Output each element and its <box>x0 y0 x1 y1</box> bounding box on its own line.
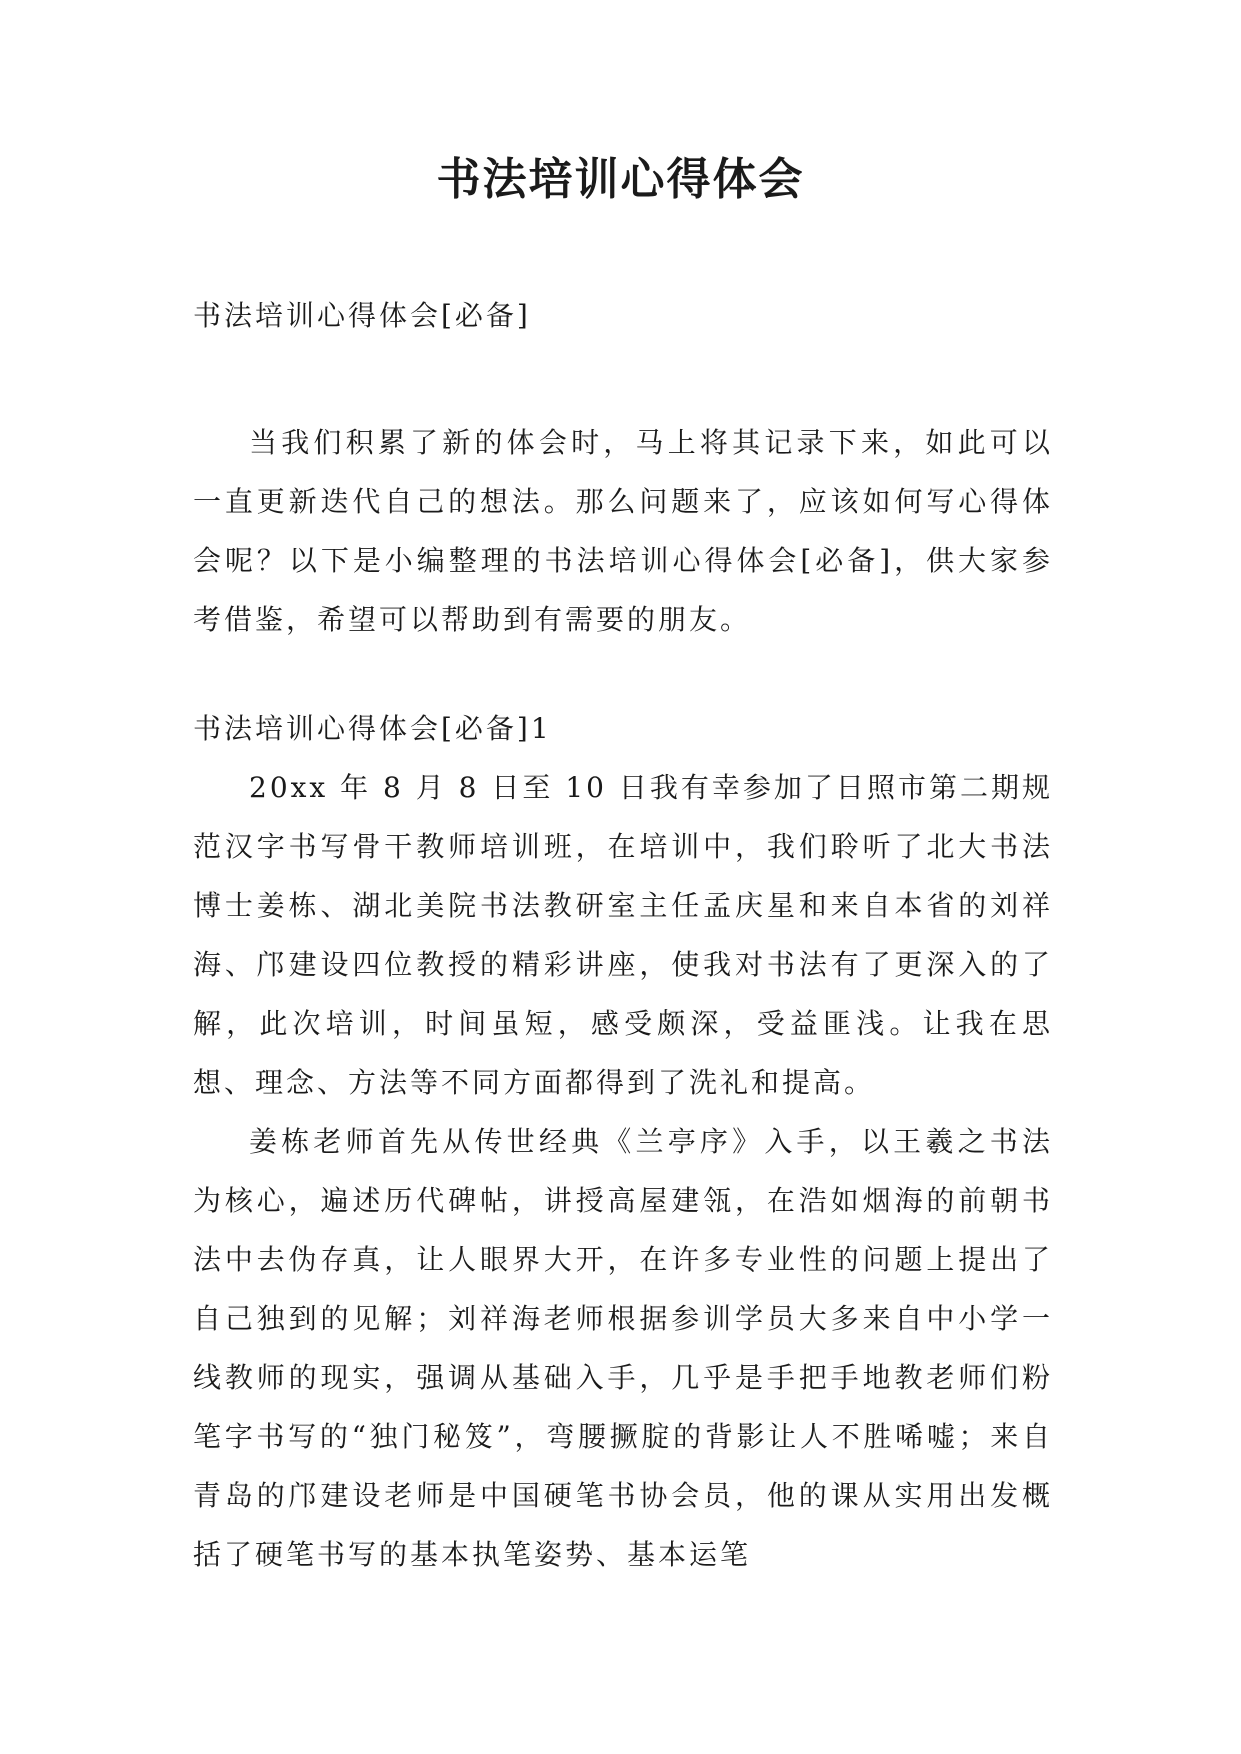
spacer <box>193 649 1053 699</box>
section-heading: 书法培训心得体会[必备]1 <box>193 712 552 745</box>
spacer <box>193 345 1053 413</box>
document-subtitle: 书法培训心得体会[必备] <box>193 299 531 332</box>
body-paragraph: 20xx 年 8 月 8 日至 10 日我有幸参加了日照市第二期规范汉字书写骨干教师培训班，在培训中，我们聆听了北大书法博士姜栋、湖北美院书法教研室主任孟庆星和来自本省的刘祥海、邝建设四位教授的精彩讲座，使我对书法有了更深入的了解，此次培训，时间虽短，感受颇深，受益匪浅。让我在思想、理念、方法等不同方面都得到了洗礼和提高。 <box>193 771 1053 1099</box>
body-paragraph: 姜栋老师首先从传世经典《兰亭序》入手，以王羲之书法为核心，遍述历代碑帖，讲授高屋建瓴，在浩如烟海的前朝书法中去伪存真，让人眼界大开，在许多专业性的问题上提出了自己独到的见解；刘祥海老师根据参训学员大多来自中小学一线教师的现实，强调从基础入手，几乎是手把手地教老师们粉笔字书写的“独门秘笈”，弯腰撅腚的背影让人不胜唏嘘；来自青岛的邝建设老师是中国硬笔书协会员，他的课从实用出发概括了硬笔书写的基本执笔姿势、基本运笔 <box>193 1125 1053 1571</box>
intro-paragraph: 当我们积累了新的体会时，马上将其记录下来，如此可以一直更新迭代自己的想法。那么问题来了，应该如何写心得体会呢？以下是小编整理的书法培训心得体会[必备]，供大家参考借鉴，希望可以帮助到有需要的朋友。 <box>193 426 1053 636</box>
document-body <box>193 286 1053 1584</box>
document-title: 书法培训心得体会 <box>436 154 805 205</box>
